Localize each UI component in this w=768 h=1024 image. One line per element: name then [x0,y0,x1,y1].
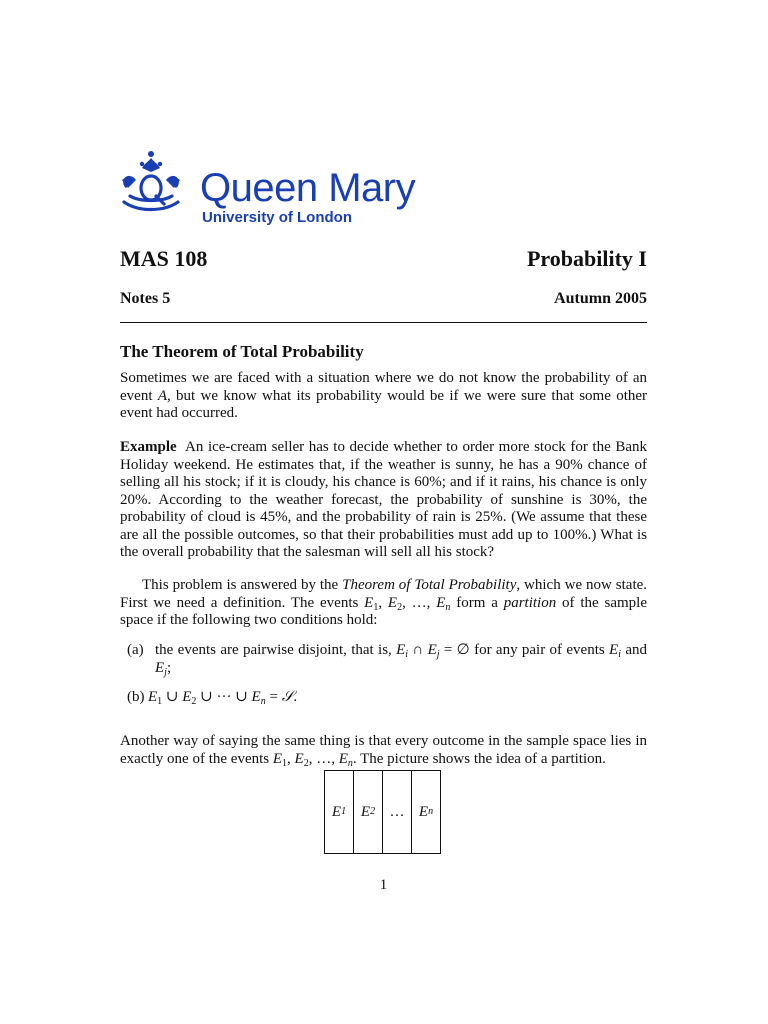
partition-cell-e2: E 2 [354,771,383,853]
intro-paragraph: Sometimes we are faced with a situation where we do not know the probability of an event A, but we know what its probability would be if we were sure that some other event had occurred. [120,370,648,421]
partition-cell-ellipsis: … [383,771,412,853]
section-title: The Theorem of Total Probability [120,342,364,361]
notes-number: Notes 5 [120,290,171,307]
notes-header [120,290,647,308]
page-number: 1 [379,877,388,893]
partition-cell-e1: E 1 [325,771,354,853]
course-title: Probability I [526,246,647,271]
course-code: MAS 108 [120,246,208,271]
document-page: MAS 108 Probability I Notes 5 Autumn 2005 The Theorem of Total Probability Sometimes we are faced with a situation where we do not know the probability of an event A, but we know what its probability would be if we were sure that some other event had occurred. Example An ice-cream seller has to decide whether to order more stock for the Bank Holiday weekend. He estimates that, if the weather is sunny, he has a 90% chance of selling all his stock; if it is cloudy, his chance is 60%; and if it rains, his chance is only 20%. According to the weather forecast, the probability of sunshine is 30%, the probability of cloud is 45%, and the probability of rain is 25%. (We assume that these are all the possible outcomes, so that their probabilities must add up to 100%.) What is the overall probability that the salesman will sell all his stock? This problem is answered by the Theorem of Total Probability, which we now state. First we need a definition. The events $E_1$, $E_2$, …, $E_n$ form a partition of the sample space if the following two conditions hold: (a) the events are pairwise disjoint, that is, $E_i$ ∩ $E_j$ = ∅ for any pair of events $E_i$ and $E_j$; (b) $E_1$ ∪ $E_2$ ∪ ··· ∪ $E_n$ = 𝒮. Another way of saying the same thing is that every outcome in the sample space lies in exactly one of the events $E_1$, $E_2$, …, $E_n$. The picture shows the idea of a partition. 1 [120,246,648,893]
example-paragraph: Example An ice-cream seller has to decide whether to order more stock for the Bank Holiday weekend. He estimates that, if the weather is sunny, he has a 90% chance of selling all his stock; if it is cloudy, his chance is 60%; and if it rains, his chance is only 20%. According to the weather forecast, the probability of sunshine is 30%, the probability of cloud is 45%, and the probability of rain is 25%. (We assume that these are all the possible outcomes, so that their probabilities must add up to 100%.) What is the overall probability that the salesman will sell all his stock? [120,439,647,560]
header-rule [120,322,647,323]
term: Autumn 2005 [554,290,647,307]
logo-subtitle: University of London [202,209,352,226]
theorem-paragraph: This problem is answered by the Theorem of Total Probability, which we now state. First we need a definition. The events $E_1$, $E_2$, …, $E_n$ form a partition of the sample space if the following two conditions hold: [120,577,648,628]
course-header [120,246,647,272]
example-label: Example [120,439,177,455]
partition-diagram [324,770,441,854]
partition-paragraph: Another way of saying the same thing is that every outcome in the sample space lies in exactly one of the events $E_1$, $E_2$, …, $E_n$. The picture shows the idea of a partition. [120,733,647,769]
logo-name: Queen Mary [200,166,416,210]
partition-cell-en: E n [418,803,434,820]
